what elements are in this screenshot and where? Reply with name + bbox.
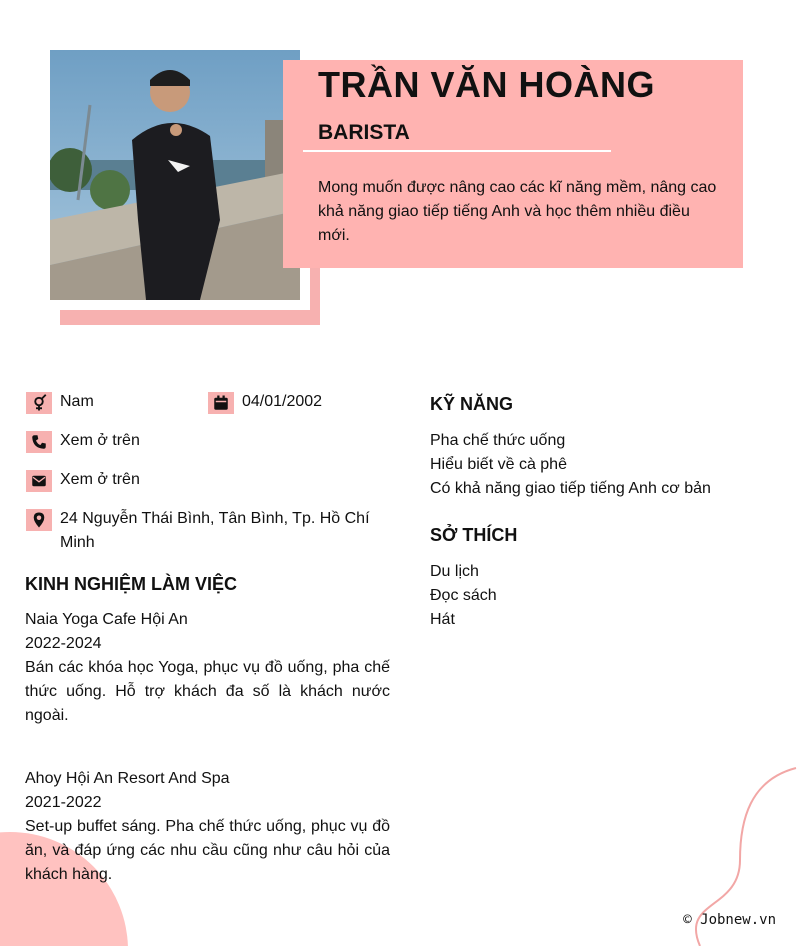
experience-description: Bán các khóa học Yoga, phục vụ đồ uống, pha chế thức uống. Hỗ trợ khách đa số là khách nước ngoài.: [25, 659, 390, 724]
experience-description: Set-up buffet sáng. Pha chế thức uống, phục vụ đồ ăn, và đáp ứng các nhu cầu cũng như câu hỏi của khách hàng.: [25, 818, 390, 883]
experience-company: Ahoy Hội An Resort And Spa: [25, 770, 230, 787]
experience-company: Naia Yoga Cafe Hội An: [25, 611, 188, 628]
gender-value: Nam: [60, 393, 94, 410]
experience-heading: KINH NGHIỆM LÀM VIỆC: [25, 574, 238, 594]
skills-list: [430, 429, 711, 501]
hobby-item: Đọc sách: [430, 587, 497, 604]
copyright-text: © Jobnew.vn: [683, 912, 776, 928]
hobby-item: Hát: [430, 611, 455, 628]
phone-value: Xem ở trên: [60, 432, 140, 449]
skill-item: Hiểu biết về cà phê: [430, 456, 567, 473]
skill-item: Pha chế thức uống: [430, 432, 566, 449]
profile-photo: [50, 50, 300, 300]
career-objective: Mong muốn được nâng cao các kĩ năng mềm, nâng cao khả năng giao tiếp tiếng Anh và học thêm nhiều điều mới.: [318, 179, 717, 244]
job-title: BARISTA: [318, 121, 410, 144]
hobby-item: Du lịch: [430, 563, 479, 580]
experience-period: 2021-2022: [25, 794, 102, 811]
gender-icon: [26, 392, 52, 414]
phone-icon: [26, 431, 52, 453]
job-title-divider: [303, 150, 611, 152]
candidate-name: TRẦN VĂN HOÀNG: [318, 64, 655, 105]
experience-period: 2022-2024: [25, 635, 102, 652]
experience-item: [25, 767, 390, 887]
experience-item: [25, 608, 390, 728]
birthday-value: 04/01/2002: [242, 393, 323, 410]
skill-item: Có khả năng giao tiếp tiếng Anh cơ bản: [430, 480, 711, 497]
email-icon: [26, 470, 52, 492]
address-value: 24 Nguyễn Thái Bình, Tân Bình, Tp. Hồ Chí Minh: [60, 510, 370, 551]
calendar-icon: [208, 392, 234, 414]
hobbies-list: [430, 560, 497, 632]
hobbies-heading: SỞ THÍCH: [430, 525, 518, 545]
location-pin-icon: [26, 509, 52, 531]
skills-heading: KỸ NĂNG: [430, 394, 514, 414]
email-value: Xem ở trên: [60, 471, 140, 488]
